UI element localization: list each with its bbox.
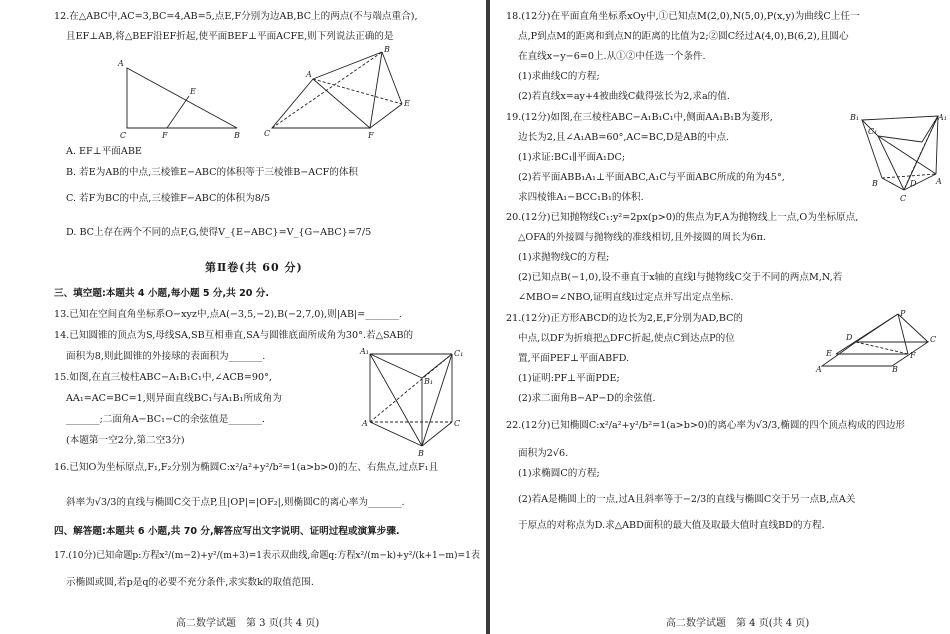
q12-fig1-label-b: B — [234, 131, 240, 140]
q12-fig1-label-e: E — [190, 87, 196, 96]
q15-label-b1: B₁ — [424, 377, 434, 386]
q18-line-3: 在直线x−y−6=0上.从①②中任选一个条件. — [518, 51, 706, 62]
q15-line-1: 15.如图,在直三棱柱ABC−A₁B₁C₁中,∠ACB=90°, — [54, 372, 272, 383]
q21-line-2: 中点,以DF为折痕把△DFC折起,使点C到达点P的位 — [518, 333, 735, 344]
q20-line-2: △OFA的外接圆与抛物线的准线相切,且外接圆的周长为6π. — [518, 232, 766, 243]
q15-label-c1: C₁ — [454, 349, 464, 358]
q18-line-5: (2)若直线x=ay+4被曲线C截得弦长为2,求a的值. — [518, 91, 730, 102]
q12-option-a: A. EF⊥平面ABE — [66, 146, 142, 157]
q19-label-b: B — [872, 179, 878, 188]
q21-line-1: 21.(12分)正方形ABCD的边长为2,E,F分别为AD,BC的 — [506, 313, 744, 324]
q12-figure-folded — [260, 44, 420, 140]
q19-line-4: (2)若平面ABB₁A₁⊥平面ABC,A₁C与平面ABC所成的角为45°, — [518, 172, 785, 183]
q16-line-1: 16.已知O为坐标原点,F₁,F₂分别为椭圆C:x²/a²+y²/b²=1(a>b>0)的左、右焦点,过点F₁且 — [54, 462, 439, 473]
q22-line-1: 22.(12分)已知椭圆C:x²/a²+y²/b²=1(a>b>0)的离心率为√3/3,椭圆的四个顶点构成的四边形 — [506, 420, 906, 431]
q21-fold-figure — [816, 306, 942, 374]
q20-line-3: (1)求抛物线C的方程; — [518, 252, 610, 263]
q19-label-a: A — [936, 177, 942, 186]
q19-line-5: 求四棱锥A₁−BCC₁B₁的体积. — [518, 192, 644, 203]
q19-label-b1: B₁ — [850, 113, 860, 122]
q20-line-1: 20.(12分)已知抛物线C₁:y²=2px(p>0)的焦点为F,A为抛物线上一点,O为坐标原点, — [506, 212, 859, 223]
q19-label-d: D — [910, 179, 917, 188]
q21-line-3: 置,平面PEF⊥平面ABFD. — [518, 353, 630, 364]
q19-line-3: (1)求证:BC₁∥平面A₁DC; — [518, 152, 626, 163]
q18-line-4: (1)求曲线C的方程; — [518, 71, 600, 82]
section4-heading: 四、解答题:本题共 6 小题,共 70 分,解答应写出文字说明、证明过程或演算步骤. — [54, 526, 400, 537]
q21-label-e: E — [826, 349, 832, 358]
q22-line-3: (1)求椭圆C的方程; — [518, 468, 600, 479]
q19-prism-figure — [850, 108, 946, 204]
q12-fig2-label-b: B — [384, 45, 390, 54]
q12-fig2-label-a: A — [306, 70, 312, 79]
q16-line-2: 斜率为√3/3的直线与椭圆C交于点P,且|OP|=|OF₂|,则椭圆C的离心率为_______. — [66, 497, 405, 508]
right-page — [490, 0, 950, 634]
q19-label-c1: C₁ — [868, 127, 878, 136]
left-page-footer: 高二数学试题 第 3 页(共 4 页) — [176, 618, 320, 629]
q21-label-b: B — [892, 365, 898, 374]
q12-fig2-label-f: F — [368, 131, 374, 140]
q15-line-2: AA₁=AC=BC=1,则异面直线BC₁与A₁B₁所成角为 — [66, 393, 282, 404]
q12-figure-triangle — [110, 56, 250, 140]
q22-line-4: (2)若A是椭圆上的一点,过A且斜率等于−2/3的直线与椭圆C交于另一点B,点A关 — [518, 494, 856, 505]
q19-line-2: 边长为2,且∠A₁AB=60°,AC=BC,D是AB的中点. — [518, 132, 730, 143]
q12-fig1-label-f: F — [162, 131, 168, 140]
q12-fig1-label-a: A — [118, 59, 124, 68]
q15-label-b: B — [418, 449, 424, 458]
q15-label-c: C — [454, 419, 461, 428]
q12-line-2: 且EF⊥AB,将△BEF沿EF折起,使平面BEF⊥平面ACFE,则下列说法正确的是 — [66, 31, 394, 42]
q21-label-c: C — [930, 335, 937, 344]
section3-heading: 三、填空题:本题共 4 小题,每小题 5 分,共 20 分. — [54, 288, 270, 299]
right-page-footer: 高二数学试题 第 4 页(共 4 页) — [666, 618, 810, 629]
part2-title: 第Ⅱ卷(共 60 分) — [205, 261, 303, 274]
q12-line-1: 12.在△ABC中,AC=3,BC=4,AB=5,点E,F分别为边AB,BC上的两点(不与端点重合), — [54, 11, 418, 22]
q12-option-c: C. 若F为BC的中点,三棱锥F−ABC的体积为8/5 — [66, 193, 271, 204]
q12-option-d: D. BC上存在两个不同的点F,G,使得V_{E−ABC}=V_{G−ABC}=7/5 — [66, 227, 372, 238]
q13-text: 13.已知在空间直角坐标系O−xyz中,点A(−3,5,−2),B(−2,7,0),则|AB|=_______. — [54, 309, 402, 320]
q14-line-1: 14.已知圆锥的顶点为S,母线SA,SB互相垂直,SA与圆锥底面所成角为30°.若△SAB的 — [54, 330, 414, 341]
q21-label-a: A — [816, 365, 822, 374]
q18-line-2: 点,P到点M的距离和到点N的距离的比值为2;②圆C经过A(4,0),B(6,2),且圆心 — [518, 31, 849, 42]
q12-option-b: B. 若E为AB的中点,三棱锥E−ABC的体积等于三棱锥B−ACF的体积 — [66, 167, 359, 178]
q19-line-1: 19.(12分)如图,在三棱柱ABC−A₁B₁C₁中,侧面AA₁B₁B为菱形, — [506, 112, 773, 123]
q15-line-3: _______;二面角A−BC₁−C的余弦值是_______. — [66, 414, 265, 425]
q22-line-5: 于原点的对称点为D.求△ABD面积的最大值及取最大值时直线BD的方程. — [518, 520, 825, 531]
q12-fig2-label-e: E — [404, 99, 410, 108]
q22-line-2: 面积为2√6. — [518, 448, 569, 459]
q21-label-f: F — [910, 351, 916, 360]
q18-line-1: 18.(12分)在平面直角坐标系xOy中,①已知点M(2,0),N(5,0),P(x,y)为曲线C上任一 — [506, 11, 860, 22]
q21-label-d: D — [846, 333, 853, 342]
q19-label-a1: A₁ — [938, 113, 947, 122]
q20-line-5: ∠MBO=∠NBO,证明直线l过定点并写出定点坐标. — [518, 292, 734, 303]
q21-label-p: P — [900, 309, 906, 318]
q12-fig1-label-c: C — [120, 131, 127, 140]
q15-prism-figure — [360, 346, 466, 456]
q19-label-c: C — [900, 194, 907, 203]
q12-fig2-label-c: C — [264, 129, 271, 138]
q21-line-5: (2)求二面角B−AP−D的余弦值. — [518, 393, 656, 404]
q21-line-4: (1)证明:PF⊥平面PDE; — [518, 373, 620, 384]
q15-label-a: A — [362, 419, 368, 428]
q14-line-2: 面积为8,则此圆锥的外接球的表面积为_______. — [66, 351, 266, 362]
q20-line-4: (2)已知点B(−1,0),设不垂直于x轴的直线l与抛物线C交于不同的两点M,N,若 — [518, 272, 843, 283]
q15-line-4: (本题第一空2分,第二空3分) — [66, 435, 185, 446]
q15-label-a1: A₁ — [360, 347, 369, 356]
q17-line-1: 17.(10分)已知命题p:方程x²/(m−2)+y²/(m+3)=1表示双曲线,命题q:方程x²/(m−k)+y²/(k+1−m)=1表 — [54, 550, 480, 561]
q17-line-2: 示椭圆或圆,若p是q的必要不充分条件,求实数k的取值范围. — [66, 577, 314, 588]
